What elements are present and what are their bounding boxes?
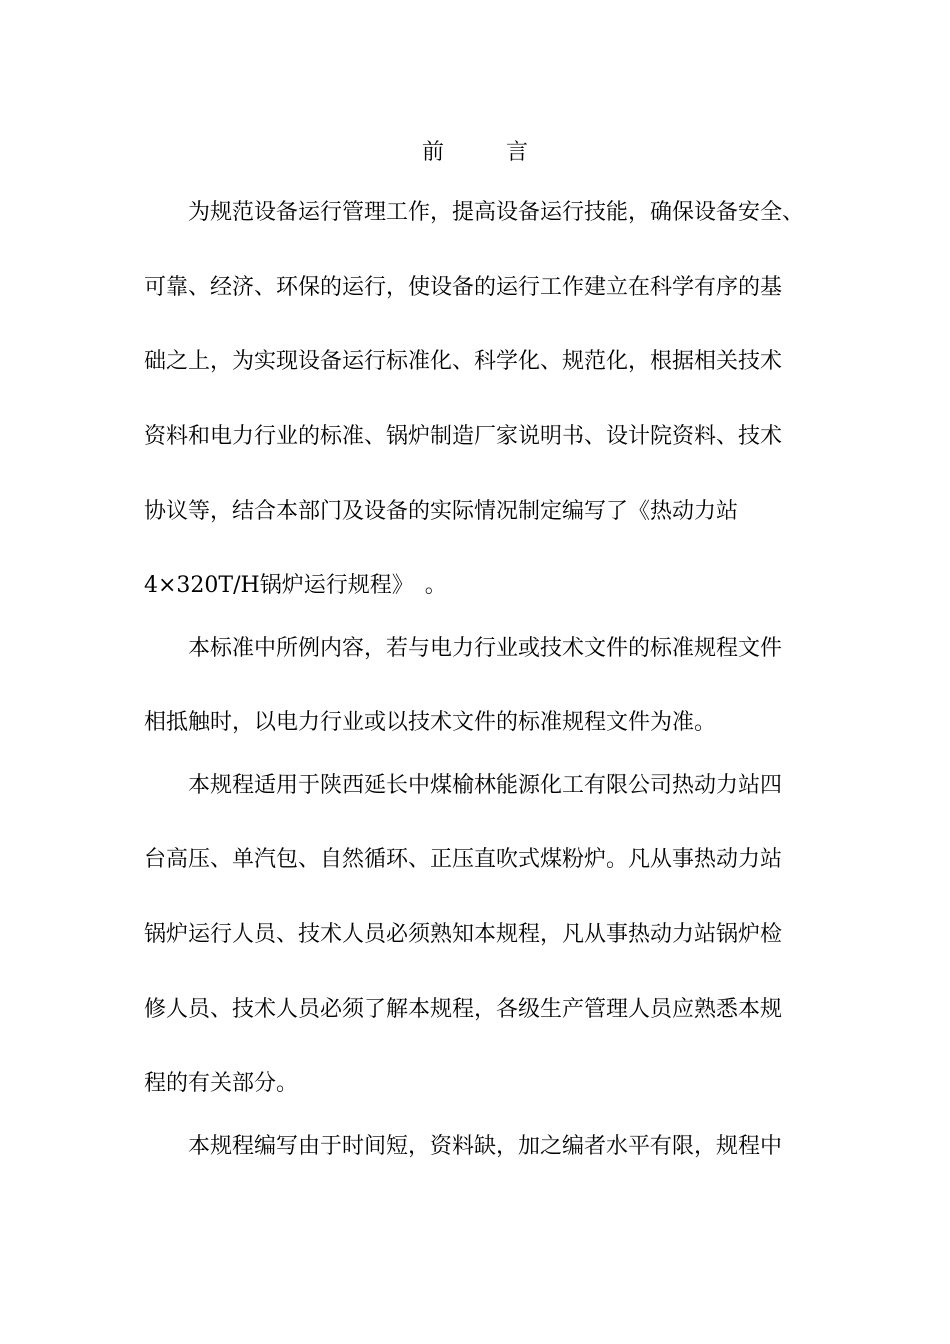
text-line: 修人员、技术人员必须了解本规程，各级生产管理人员应熟悉本规	[144, 997, 783, 1022]
text-line: 程的有关部分。	[144, 1071, 299, 1096]
text-line: 为规范设备运行管理工作，提高设备运行技能，确保设备安全、	[144, 200, 805, 225]
text-line: 本标准中所例内容，若与电力行业或技术文件的标准规程文件	[144, 636, 783, 661]
title-char-2: 言	[506, 140, 529, 165]
text-line: 资料和电力行业的标准、锅炉制造厂家说明书、设计院资料、技术	[144, 424, 783, 449]
text-line: 本规程编写由于时间短，资料缺，加之编者水平有限，规程中	[144, 1134, 783, 1159]
page-title	[0, 136, 950, 170]
text-line: 本规程适用于陕西延长中煤榆林能源化工有限公司热动力站四	[144, 773, 783, 798]
text-line: 相抵触时，以电力行业或以技术文件的标准规程文件为准。	[144, 710, 717, 735]
text-line: 协议等，结合本部门及设备的实际情况制定编写了《热动力站	[144, 499, 739, 524]
text-line: 台高压、单汽包、自然循环、正压直吹式煤粉炉。凡从事热动力站	[144, 847, 783, 872]
text-line: 锅炉运行人员、技术人员必须熟知本规程，凡从事热动力站锅炉检	[144, 922, 783, 947]
text-line: 可靠、经济、环保的运行，使设备的运行工作建立在科学有序的基	[144, 275, 783, 300]
text-line: 4×320T/H锅炉运行规程》 。	[144, 573, 447, 598]
text-line: 础之上，为实现设备运行标准化、科学化、规范化，根据相关技术	[144, 349, 783, 374]
title-char-1: 前	[421, 140, 444, 165]
